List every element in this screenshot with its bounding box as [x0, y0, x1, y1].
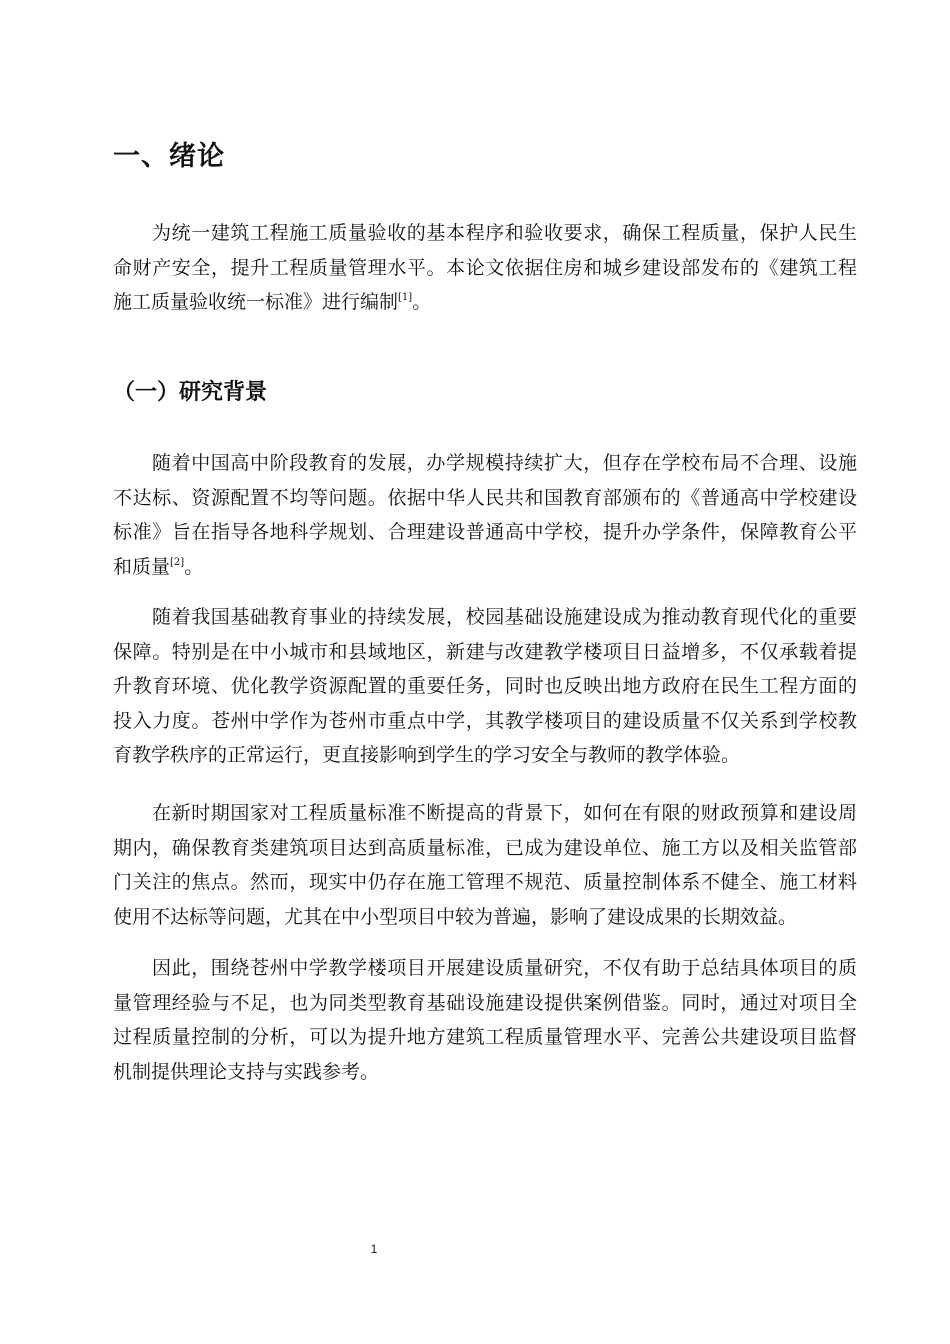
- paragraph-line: [113, 550, 857, 585]
- paragraph-line: 因此，围绕苍州中学教学楼项目开展建设质量研究，不仅有助于总结具体项目的质: [152, 957, 857, 979]
- chapter-heading: 一、绪论: [113, 141, 225, 172]
- paragraph-line: [113, 285, 857, 320]
- sentence-end: 。: [184, 555, 204, 578]
- paragraph-line: 不达标、资源配置不均等问题。依据中华人民共和国教育部颁布的《普通高中学校建设: [113, 486, 857, 509]
- background-paragraph-1: [113, 446, 857, 584]
- paragraph-text: 和质量: [113, 555, 171, 578]
- background-paragraph-3: [113, 796, 857, 934]
- paragraph-line: 随着我国基础教育事业的持续发展，校园基础设施建设成为推动教育现代化的重要: [152, 606, 857, 628]
- paragraph-line: 保障。特别是在中小城市和县域地区，新建与改建教学楼项目日益增多，不仅承载着提: [113, 640, 857, 663]
- paragraph-line: 升教育环境、优化教学资源配置的重要任务，同时也反映出地方政府在民生工程方面的: [113, 675, 857, 697]
- paragraph-line: 投入力度。苍州中学作为苍州市重点中学，其教学楼项目的建设质量不仅关系到学校教: [113, 709, 857, 732]
- paragraph-line: 育教学秩序的正常运行，更直接影响到学生的学习安全与教师的教学体验。: [113, 744, 741, 766]
- citation-ref: [2]: [170, 556, 185, 568]
- section-heading: （一）研究背景: [113, 380, 268, 405]
- paragraph-line: 标准》旨在指导各地科学规划、合理建设普通高中学校，提升办学条件，保障教育公平: [113, 521, 857, 543]
- paragraph-line: 为统一建筑工程施工质量验收的基本程序和验收要求，确保工程质量，保护人民生: [152, 222, 857, 244]
- paragraph-line: 量管理经验与不足，也为同类型教育基础设施建设提供案例借鉴。同时，通过对项目全: [113, 991, 857, 1014]
- paragraph-line: 命财产安全，提升工程质量管理水平。本论文依据住房和城乡建设部发布的《建筑工程: [113, 256, 857, 279]
- paragraph-line: 过程质量控制的分析，可以为提升地方建筑工程质量管理水平、完善公共建设项目监督: [113, 1026, 857, 1048]
- paragraph-line: 在新时期国家对工程质量标准不断提高的背景下，如何在有限的财政预算和建设周: [152, 802, 857, 824]
- intro-paragraph: [113, 216, 857, 320]
- page-number: 1: [370, 1242, 378, 1256]
- background-paragraph-2: [113, 600, 857, 773]
- citation-ref: [1]: [398, 292, 413, 303]
- sentence-end: 。: [412, 291, 432, 313]
- paragraph-line: 机制提供理论支持与实践参考。: [113, 1060, 380, 1083]
- background-paragraph-4: [113, 951, 857, 1089]
- paragraph-line: 使用不达标等问题，尤其在中小型项目中较为普遍，影响了建设成果的长期效益。: [113, 905, 798, 928]
- paragraph-text: 施工质量验收统一标准》进行编制: [113, 291, 399, 313]
- paragraph-line: 期内，确保教育类建筑项目达到高质量标准，已成为建设单位、施工方以及相关监管部: [113, 836, 857, 859]
- paragraph-line: 门关注的焦点。然而，现实中仍存在施工管理不规范、质量控制体系不健全、施工材料: [113, 871, 857, 893]
- paragraph-line: 随着中国高中阶段教育的发展，办学规模持续扩大，但存在学校布局不合理、设施: [152, 452, 857, 474]
